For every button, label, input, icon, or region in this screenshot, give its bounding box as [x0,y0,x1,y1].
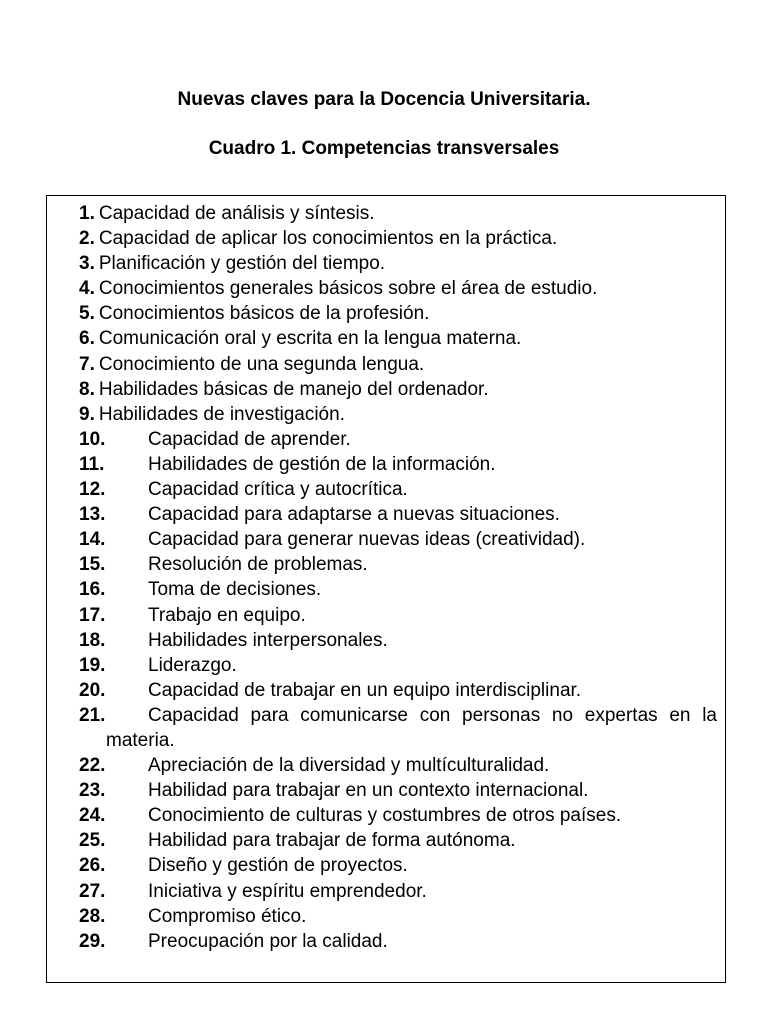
item-number: 26. [79,855,106,877]
item-text: Capacidad crítica y autocrítica. [148,479,408,501]
list-item [79,352,717,377]
list-item [79,853,717,878]
item-text: Habilidad para trabajar de forma autónoma. [148,830,516,852]
item-number: 16. [79,579,106,601]
item-number: 24. [79,805,106,827]
list-item [79,929,717,954]
item-number: 12. [79,479,106,501]
item-number: 21. [79,704,106,726]
item-text: Resolución de problemas. [148,554,368,576]
list-item [79,527,717,552]
item-number: 23. [79,780,106,802]
list-item [79,452,717,477]
list-item [79,276,717,301]
list-item [79,251,717,276]
item-text: Diseño y gestión de proyectos. [148,855,408,877]
list-item [79,603,717,628]
list-item [79,301,717,326]
item-text: Toma de decisiones. [148,579,322,601]
item-number: 4. [79,278,95,300]
list-item [79,904,717,929]
list-item [79,803,717,828]
list-item [79,377,717,402]
item-number: 19. [79,654,106,676]
item-text: Habilidades básicas de manejo del ordenador. [98,378,489,400]
item-text: Trabajo en equipo. [148,604,306,626]
list-item [79,226,717,251]
item-number: 29. [79,930,106,952]
item-number: 18. [79,629,106,651]
item-number: 13. [79,504,106,526]
item-text: Capacidad de aprender. [148,428,351,450]
item-text: Conocimientos básicos de la profesión. [98,303,430,325]
list-item [79,628,717,653]
item-text: Capacidad para adaptarse a nuevas situaciones. [148,504,560,526]
item-text: Habilidades de gestión de la información. [148,453,496,475]
item-number: 9. [79,403,95,425]
item-text: Iniciativa y espíritu emprendedor. [148,880,427,902]
item-number: 14. [79,529,106,551]
item-number: 8. [79,378,95,400]
item-text: Apreciación de la diversidad y multículturalidad. [148,755,550,777]
item-number: 7. [79,353,95,375]
item-number: 11. [79,453,105,475]
item-text: Comunicación oral y escrita en la lengua materna. [98,328,522,350]
table-title: Cuadro 1. Competencias transversales [208,138,560,159]
list-item [79,502,717,527]
item-text: Capacidad para comunicarse con personas no expertas en la materia. [106,704,717,751]
item-number: 3. [79,253,95,275]
item-text: Habilidad para trabajar en un contexto internacional. [148,780,589,802]
item-text: Planificación y gestión del tiempo. [98,253,386,275]
list-item [79,201,717,226]
list-item [79,577,717,602]
list-item [79,402,717,427]
item-text: Capacidad de trabajar en un equipo interdisciplinar. [148,679,582,701]
list-item [79,552,717,577]
item-text: Conocimiento de culturas y costumbres de otros países. [148,805,622,827]
item-text: Liderazgo. [148,654,237,676]
list-item [79,477,717,502]
item-text: Conocimientos generales básicos sobre el área de estudio. [98,278,598,300]
list-item [79,653,717,678]
competencias-list [79,201,717,954]
list-item [79,427,717,452]
item-number: 10. [79,428,106,450]
list-item [79,778,717,803]
list-item [79,753,717,778]
item-text: Capacidad de aplicar los conocimientos en la práctica. [98,228,558,250]
item-text: Preocupación por la calidad. [148,930,388,952]
item-number: 2. [79,228,95,250]
item-text: Capacidad para generar nuevas ideas (creatividad). [148,529,586,551]
item-number: 20. [79,679,106,701]
list-item [79,678,717,703]
item-text: Capacidad de análisis y síntesis. [98,203,375,224]
list-item [79,703,717,753]
item-number: 27. [79,880,106,902]
list-item [79,326,717,351]
item-text: Conocimiento de una segunda lengua. [98,353,425,375]
item-text: Habilidades interpersonales. [148,629,388,651]
list-item [79,879,717,904]
item-text: Habilidades de investigación. [98,403,345,425]
item-number: 25. [79,830,106,852]
item-number: 6. [79,328,95,350]
item-number: 28. [79,905,106,927]
item-number: 22. [79,755,106,777]
item-number: 17. [79,604,106,626]
item-number: 5. [79,303,95,325]
item-text: Compromiso ético. [148,905,307,927]
item-number: 1. [79,203,95,224]
list-item [79,828,717,853]
document-title: Nuevas claves para la Docencia Universitaria. [177,89,591,110]
item-number: 15. [79,554,106,576]
